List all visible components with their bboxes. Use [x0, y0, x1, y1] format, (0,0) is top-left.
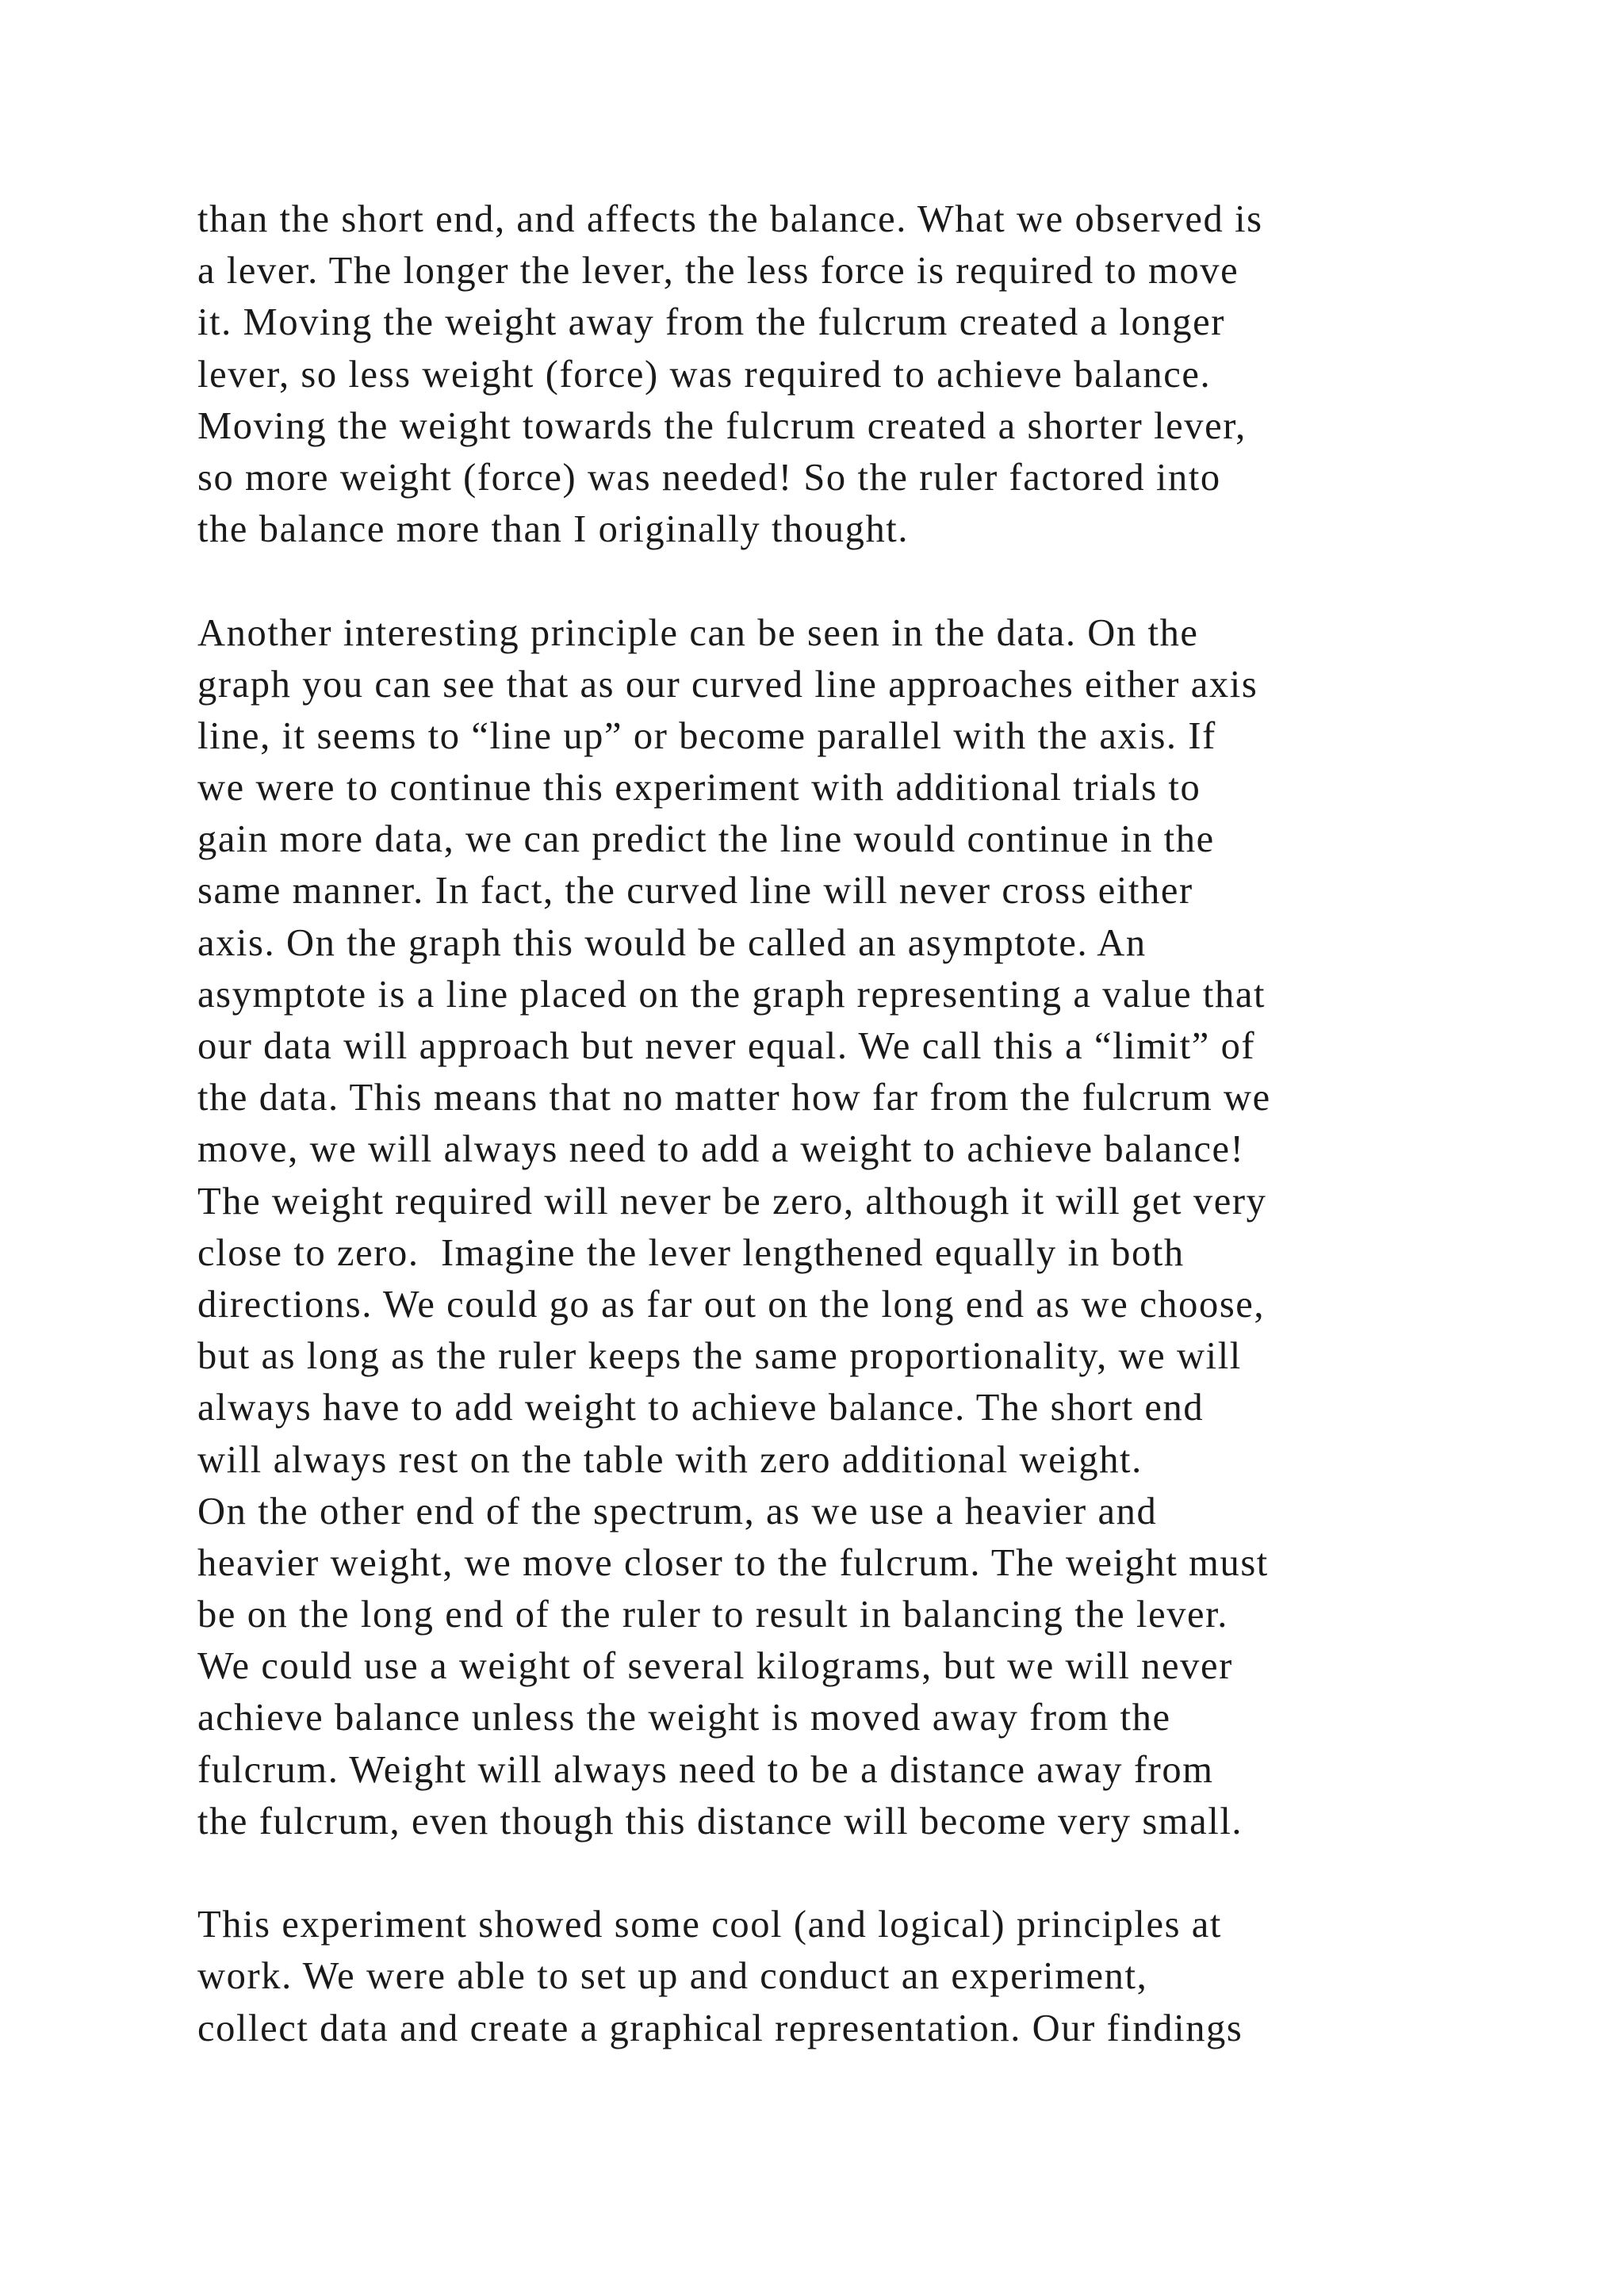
text-line: axis. On the graph this would be called an asymptote. An: [197, 921, 1147, 964]
paragraph-lever-explanation: [197, 193, 1498, 555]
document-page: [197, 193, 1498, 2054]
text-line: be on the long end of the ruler to result in balancing the lever.: [197, 1594, 1228, 1636]
text-line: achieve balance unless the weight is moved away from the: [197, 1697, 1171, 1739]
text-line: Moving the weight towards the fulcrum created a shorter lever,: [197, 404, 1247, 447]
text-line: fulcrum. Weight will always need to be a distance away from: [197, 1748, 1214, 1791]
text-line: it. Moving the weight away from the fulcrum created a longer: [197, 301, 1225, 344]
text-line: asymptote is a line placed on the graph representing a value that: [197, 973, 1266, 1016]
text-line: but as long as the ruler keeps the same proportionality, we will: [197, 1335, 1242, 1378]
text-line: We could use a weight of several kilograms, but we will never: [197, 1645, 1233, 1688]
text-line: graph you can see that as our curved line approaches either axis: [197, 663, 1258, 706]
text-line: so more weight (force) was needed! So the ruler factored into: [197, 456, 1221, 499]
paragraph-conclusion: [197, 1899, 1498, 2054]
text-line: a lever. The longer the lever, the less force is required to move: [197, 250, 1239, 293]
text-line: work. We were able to set up and conduct an experiment,: [197, 1955, 1148, 1998]
text-line: directions. We could go as far out on the long end as we choose,: [197, 1283, 1266, 1326]
text-line: always have to add weight to achieve balance. The short end: [197, 1387, 1205, 1429]
text-line: This experiment showed some cool (and logical) principles at: [197, 1904, 1222, 1946]
text-line: On the other end of the spectrum, as we use a heavier and: [197, 1490, 1158, 1533]
text-line: the data. This means that no matter how far from the fulcrum we: [197, 1077, 1271, 1119]
text-line: we were to continue this experiment with additional trials to: [197, 767, 1201, 809]
text-line: lever, so less weight (force) was required to achieve balance.: [197, 353, 1212, 396]
paragraph-asymptote: [197, 607, 1498, 1848]
text-line: will always rest on the table with zero additional weight.: [197, 1438, 1143, 1481]
paragraph-spacer: [197, 555, 1498, 607]
text-line: the fulcrum, even though this distance will become very small.: [197, 1800, 1243, 1843]
text-line: the balance more than I originally thought.: [197, 508, 910, 551]
paragraph-spacer: [197, 1847, 1498, 1899]
text-line: heavier weight, we move closer to the fulcrum. The weight must: [197, 1541, 1269, 1584]
text-line: The weight required will never be zero, although it will get very: [197, 1180, 1267, 1223]
text-line: collect data and create a graphical representation. Our findings: [197, 2007, 1243, 2049]
text-line: gain more data, we can predict the line would continue in the: [197, 818, 1215, 861]
text-line: Another interesting principle can be seen in the data. On the: [197, 611, 1199, 654]
text-line: same manner. In fact, the curved line will never cross either: [197, 870, 1193, 913]
text-line: line, it seems to “line up” or become parallel with the axis. If: [197, 714, 1216, 757]
text-line: our data will approach but never equal. We call this a “limit” of: [197, 1025, 1256, 1067]
text-line: close to zero. Imagine the lever lengthened equally in both: [197, 1231, 1185, 1274]
text-line: than the short end, and affects the balance. What we observed is: [197, 198, 1263, 240]
text-line: move, we will always need to add a weight to achieve balance!: [197, 1128, 1245, 1171]
